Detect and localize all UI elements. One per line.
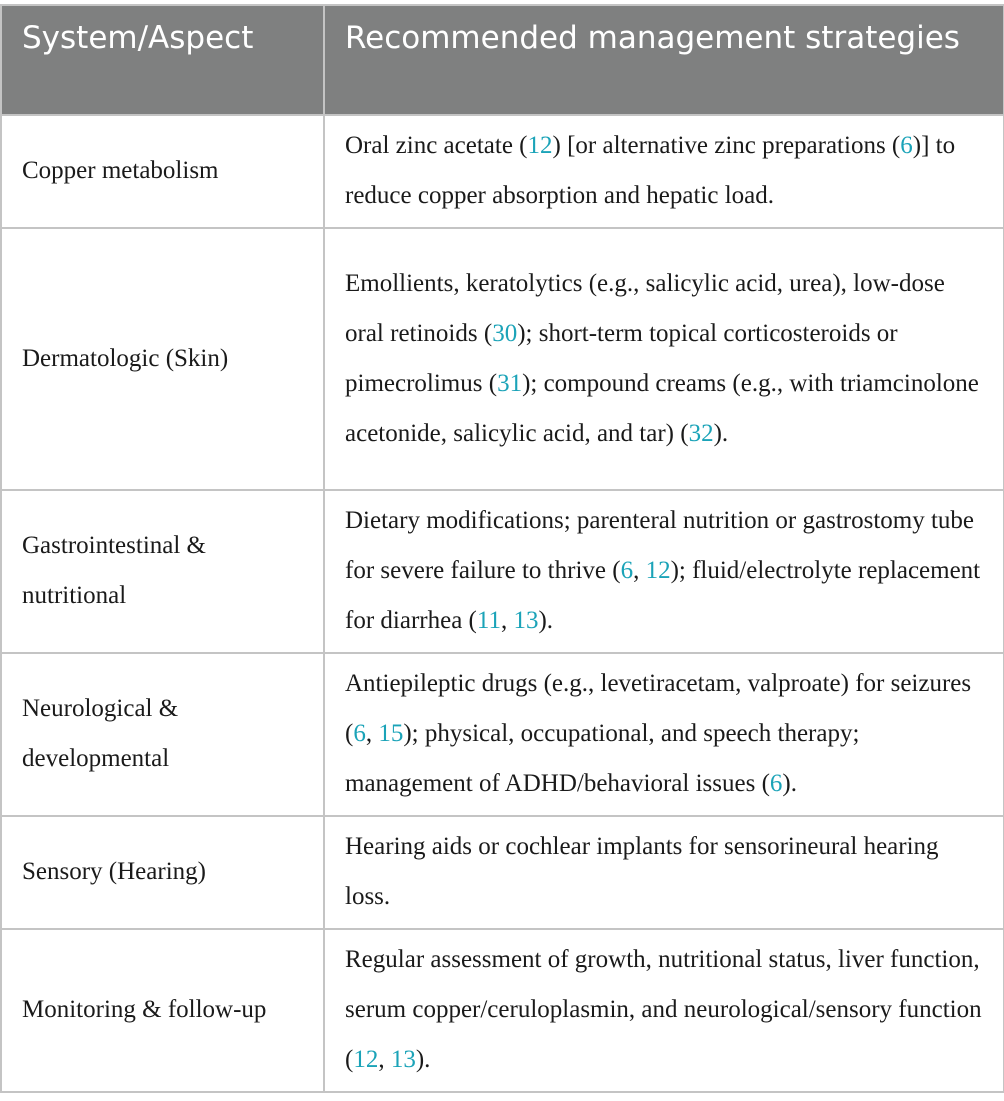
table-row	[1, 816, 1004, 929]
table-row	[1, 653, 1004, 816]
header-system-aspect: System/Aspect	[1, 5, 324, 115]
citation-link[interactable]: 11	[476, 607, 501, 634]
citation-link[interactable]: 32	[688, 419, 714, 447]
citation-link[interactable]: 13	[513, 607, 539, 634]
management-strategies-table	[0, 4, 1004, 1093]
table-row	[1, 115, 1004, 228]
aspect-cell: Neurological & developmental	[1, 653, 324, 816]
citation-link[interactable]: 6	[620, 557, 634, 584]
citation-link[interactable]: 6	[900, 132, 913, 159]
aspect-cell: Monitoring & follow-up	[1, 929, 324, 1092]
citation-link[interactable]: 15	[378, 720, 404, 747]
table-row	[1, 228, 1004, 490]
aspect-cell: Gastrointestinal & nutritional	[1, 490, 324, 653]
aspect-cell: Sensory (Hearing)	[1, 816, 324, 929]
citation-link[interactable]: 30	[492, 319, 518, 347]
aspect-cell: Copper metabolism	[1, 115, 324, 228]
citation-link[interactable]: 31	[497, 369, 523, 397]
table-row	[1, 490, 1004, 653]
strategy-cell: Emollients, keratolytics (e.g., salicylic acid, urea), low-dose oral retinoids (30); short-term topical corticosteroids or pimecrolimus (31); compound creams (e.g., with triamcinolone acetonide, salicylic acid, and tar) (32).	[324, 228, 1004, 490]
citation-link[interactable]: 12	[527, 132, 553, 159]
header-recommended-strategies: Recommended management strategies	[324, 5, 1004, 115]
strategy-cell: Antiepileptic drugs (e.g., levetiracetam, valproate) for seizures (6, 15); physical, occupational, and speech therapy; management of ADHD/behavioral issues (6).	[324, 653, 1004, 816]
strategy-cell: Oral zinc acetate (12) [or alternative zinc preparations (6)] to reduce copper absorption and hepatic load.	[324, 115, 1004, 228]
strategy-cell: Regular assessment of growth, nutritional status, liver function, serum copper/ceruloplasmin, and neurological/sensory function (12, 13).	[324, 929, 1004, 1092]
citation-link[interactable]: 6	[353, 720, 366, 747]
strategy-cell: Dietary modifications; parenteral nutrition or gastrostomy tube for severe failure to thrive (6, 12); fluid/electrolyte replacement for diarrhea (11, 13).	[324, 490, 1004, 653]
strategy-cell: Hearing aids or cochlear implants for sensorineural hearing loss.	[324, 816, 1004, 929]
citation-link[interactable]: 12	[353, 1046, 379, 1073]
table-header	[1, 5, 1004, 115]
citation-link[interactable]: 6	[769, 770, 783, 797]
table-row	[1, 929, 1004, 1092]
table-body	[1, 115, 1004, 1092]
citation-link[interactable]: 13	[390, 1046, 416, 1073]
header-row	[1, 5, 1004, 115]
citation-link[interactable]: 12	[645, 557, 671, 584]
aspect-cell: Dermatologic (Skin)	[1, 228, 324, 490]
